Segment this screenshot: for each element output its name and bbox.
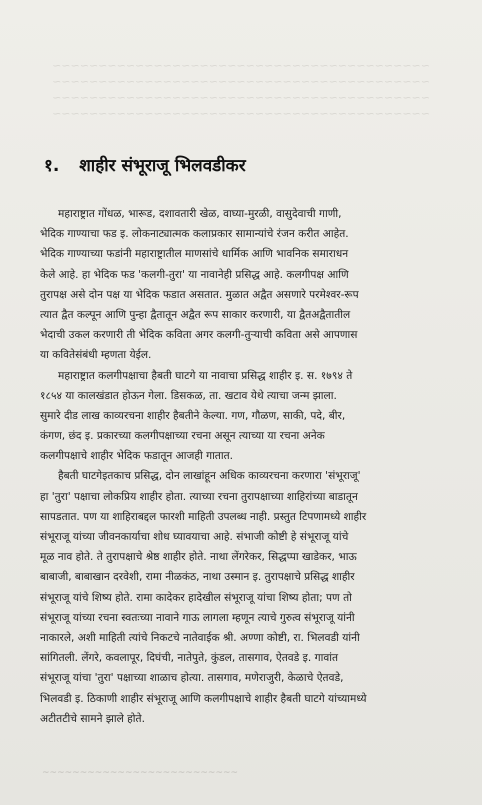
text-line: संभूराजू यांचा 'तुरा' पक्षाच्या शाळाच होत्या. तासगाव, मणेराजुरी, केळाचे ऐतवडे, bbox=[40, 672, 344, 685]
show-through-text: ~~~~~~~~~~~~~~~~~~~~~~~~~~~~~~~~~~~~~~~~~ ~~~~~~~~~~~~~~~~~~~~~~~~~~~~~~~~~~~~~~~~~ ~~~~~~~~~~~~~~~~~~~~~~~~~~~~~~~~~~~~~~~~~ ~~~~~~~~~~~~~~~~~~~~~~~~~~~~~~~~~~~~~~~~~ bbox=[52, 59, 430, 120]
text-line: संभूराजू यांच्या जीवनकार्याचा शोध घ्यावयाचा आहे. संभाजी कोष्टी हे संभूराजू यांचे bbox=[40, 531, 349, 543]
text-line: भिलवडी इ. ठिकाणी शाहीर संभूराजू आणि कलगीपक्षाचे शाहीर हैबती घाटगे यांच्यामध्ये bbox=[40, 692, 367, 705]
chapter-title: शाहीर संभूराजू भिलवडीकर bbox=[79, 156, 246, 176]
text-line: बाबाजी, बाबाखान दरवेशी, रामा नीळकंठ, नाथा उस्मान इ. तुरापक्षाचे प्रसिद्ध शाहीर bbox=[40, 571, 355, 584]
text-line: महाराष्ट्रात कलगीपक्षाचा हैबती घाटगे या नावाचा प्रसिद्ध शाहीर इ. स. १७९४ ते bbox=[58, 369, 353, 382]
text-line: अटीतटीचे सामने झाले होते. bbox=[40, 712, 145, 725]
text-line: या कवितेसंबंधी म्हणता येईल. bbox=[40, 349, 152, 362]
text-line: भेदिक गाण्याच्या फडांनी महाराष्ट्रातील माणसांचे धार्मिक आणि भावनिक समाराधन bbox=[40, 248, 349, 261]
text-line: केले आहे. हा भेदिक फड 'कलगी-तुरा' या नावानेही प्रसिद्ध आहे. कलगीपक्ष आणि bbox=[40, 268, 349, 281]
text-line: तुरापक्ष असे दोन पक्ष या भेदिक फडात असतात. मुळात अद्वैत असणारे परमेश्वर-रूप bbox=[40, 288, 359, 301]
text-line: मूळ नाव होते. ते तुरापक्षाचे श्रेष्ठ शाहीर होते. नाथा लेंगरेकर, सिद्धप्पा खाडेकर, भाऊ bbox=[40, 551, 357, 564]
text-line: हा 'तुरा' पक्षाचा लोकप्रिय शाहीर होता. त्याच्या रचना तुरापक्षाच्या शाहिरांच्या बाडातून bbox=[40, 490, 358, 503]
text-line: कलगीपक्षाचे शाहीर भेदिक फडातून आजही गातात. bbox=[40, 450, 233, 463]
text-line: कंगण, छंद इ. प्रकारच्या कलगीपक्षाच्या रचना असून त्याच्या या रचना अनेक bbox=[40, 430, 325, 443]
text-line: सुमारे दीड लाख काव्यरचना शाहीर हैबतीने केल्या. गण, गौळण, साकी, पदे, बीर, bbox=[40, 409, 346, 422]
text-line: संभूराजू यांच्या रचना स्वतःच्या नावाने गाऊ लागला म्हणून त्याचे गुरुत्व संभूराजू यांनी bbox=[40, 611, 355, 624]
chapter-number: १. bbox=[44, 156, 60, 176]
body-text bbox=[40, 204, 458, 729]
paragraph bbox=[40, 366, 458, 467]
show-through-footer: ~~~~~~~~~~~~~~~~~~~~~~~~~~ bbox=[42, 768, 239, 778]
text-line: भेदाची उकल करणारी ती भेदिक कविता अगर कलगी-तुऱ्याची कविता असे आपणास bbox=[40, 329, 358, 342]
text-line: संभूराजू यांचे शिष्य होते. रामा कादेकर हादेखील संभूराजू यांचा शिष्य होता; पण तो bbox=[40, 591, 352, 604]
text-line: १८५४ या कालखंडात होऊन गेला. डिसकळ, ता. खटाव येथे त्याचा जन्म झाला. bbox=[40, 389, 337, 402]
paragraph bbox=[40, 466, 458, 728]
text-line: सांगितली. लेंगरे, कवलापूर, दिघंची, नातेपुते, कुंडल, तासगाव, ऐतवडे इ. गावांत bbox=[40, 652, 338, 665]
text-line: त्यात द्वैत कल्पून आणि पुन्हा द्वैतातून अद्वैत रूप साकार करणारी, या द्वैतअद्वैतातील bbox=[40, 308, 351, 321]
text-line: महाराष्ट्रात गोंधळ, भारूड, दशावतारी खेळ, वाघ्या-मुरळी, वासुदेवाची गाणी, bbox=[58, 208, 342, 220]
text-line: हैबती घाटगेइतकाच प्रसिद्ध, दोन लाखांहून अधिक काव्यरचना करणारा 'संभूराजू' bbox=[58, 470, 361, 483]
chapter-heading bbox=[44, 153, 246, 176]
text-line: नाकारले, अशी माहिती त्यांचे निकटचे नातेवाईक श्री. अण्णा कोष्टी, रा. भिलवडी यांनी bbox=[40, 631, 360, 644]
text-line: सापडतात. पण या शाहिराबद्दल फारशी माहिती उपलब्ध नाही. प्रस्तुत टिपणामध्ये शाहीर bbox=[40, 510, 367, 523]
paragraph bbox=[40, 204, 458, 366]
text-line: भेदिक गाण्याचा फड इ. लोकनाट्यात्मक कलाप्रकार सामान्यांचे रंजन करीत आहेत. bbox=[40, 228, 349, 241]
